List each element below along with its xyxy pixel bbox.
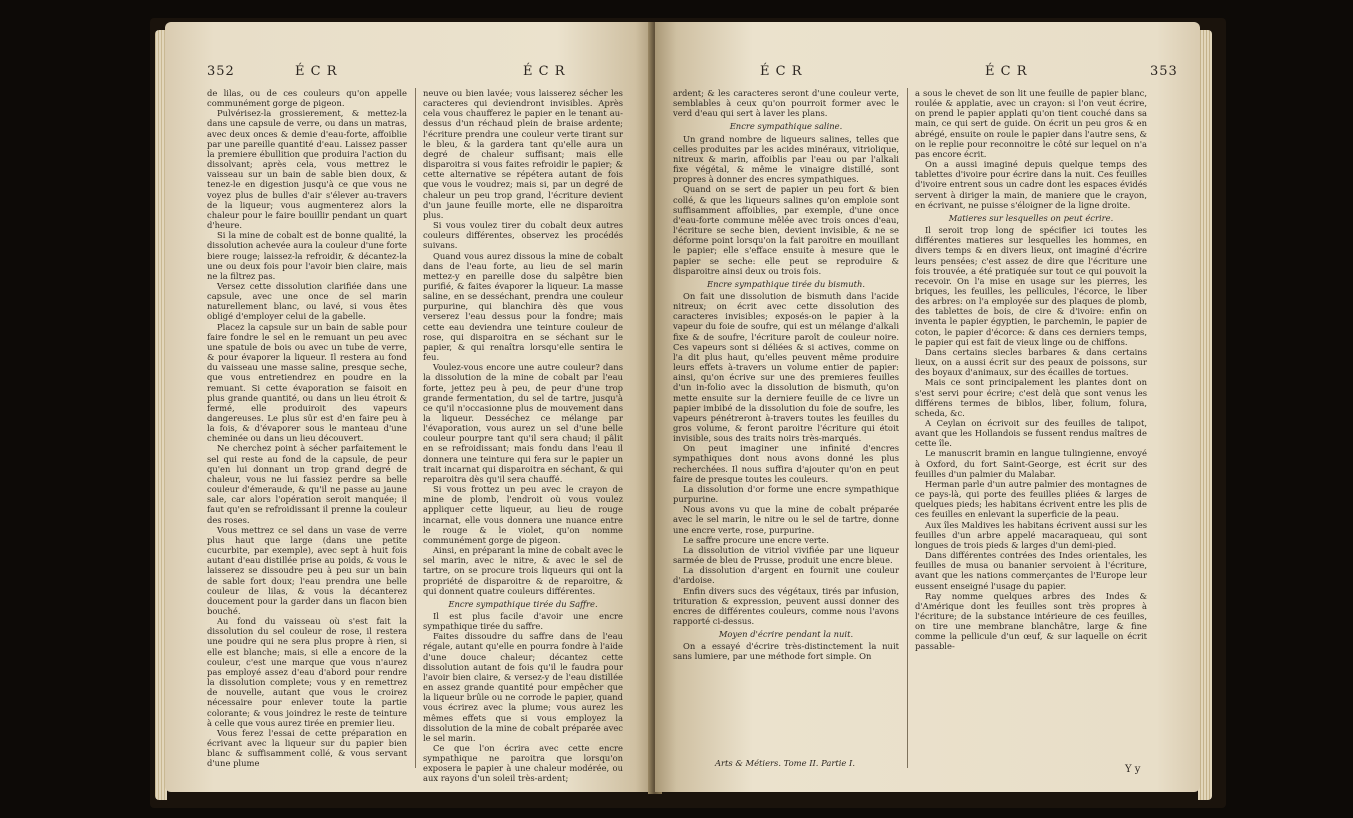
running-head: É C R [295, 64, 338, 79]
right-page [655, 22, 1200, 792]
paragraph: On a essayé d'écrire très-distinctement la nuit sans lumiere, par une méthode fort simple. On [673, 641, 899, 662]
page-edges-right [1198, 30, 1212, 800]
column-divider [907, 88, 908, 768]
paragraph: Ce que l'on écrira avec cette encre sympathique ne paroitra que lorsqu'on exposera le papier à une chaleur modérée, ou aux rayons d'un soleil très-ardent; [423, 743, 623, 784]
paragraph: Nous avons vu que la mine de cobalt préparée avec le sel marin, le nitre ou le sel de tartre, donne une encre verte, rose, purpurine. [673, 504, 899, 535]
paragraph: Au fond du vaisseau où s'est fait la dissolution du sel couleur de rose, il restera une poudre qui ne sera plus propre à rien, si elle est blanche; mais, si elle a encore de la couleur, c'est une marque que vous n'aurez pas employé assez d'eau d'abord pour rendre la dissolution complete; vous y en remettrez de nouvelle, autant que vous le croirez nécessaire pour enlever toute la partie colorante; & vous joindrez le reste de teinture à celle que vous aurez tirée en premier lieu. [207, 616, 407, 728]
right-column-1 [673, 88, 899, 756]
paragraph: a sous le chevet de son lit une feuille de papier blanc, roulée & applatie, avec un crayon: si l'on veut écrire, on prend le papier applati qu'on tient couché dans sa main, ce qui sert de guide. On écrit un peu gros & en abrégé, ensuite on roule le papier dans l'autre sens, & on le replie pour reconnoitre le côté sur lequel on n'a pas encore écrit. [915, 88, 1147, 159]
paragraph: Le saffre procure une encre verte. [683, 534, 829, 545]
column-divider [415, 88, 416, 768]
paragraph: On a aussi imaginé depuis quelque temps des tablettes d'ivoire pour écrire dans la nuit. Ces feuilles d'ivoire entrent sous un cadre dont les espaces évidés servent à diriger la main, de maniere que le crayon, en écrivant, ne puisse s'éloigner de la ligne droite. [915, 159, 1147, 210]
paragraph: neuve ou bien lavée; vous laisserez sécher les caracteres qui deviendront invisibles. Après cela vous chaufferez le papier en le tenant au-dessus d'un réchaud plein de braise ardente; l'écriture prendra une couleur verte tirant sur le bleu, & la gardera tant qu'elle aura un degré de chaleur suffisant; mais elle disparoitra si vous faites refroidir le papier; & cette alternative se répétera autant de fois que vous le voudrez; mais si, par un degré de chaleur un peu trop grand, l'écriture devient d'un jaune feuille morte, elle ne disparoitra plus. [423, 88, 623, 220]
left-column-2 [423, 88, 623, 784]
paragraph: Aux îles Maldives les habitans écrivent aussi sur les feuilles d'un arbre appelé macaraqueau, qui sont longues de trois pieds & larges d'un demi-pied. [915, 519, 1147, 550]
paragraph: Il seroit trop long de spécifier ici toutes les différentes matieres sur lesquelles les hommes, en divers temps & en divers lieux, ont imaginé d'écrire leurs pensées; c'est assez de dire que l'écriture une fois trouvée, a été pratiquée sur tout ce qui pouvoit la recevoir. On l'a mise en usage sur les pierres, les briques, les feuilles, les pellicules, l'écorce, le liber des arbres: on l'a employée sur des plaques de plomb, des tablettes de bois, de cire & d'ivoire: enfin on inventa le papier égyptien, le parchemin, le papier de coton, le papier d'écorce: & dans ces derniers temps, le papier qui est fait de vieux linge ou de chiffons. [915, 225, 1147, 347]
paragraph: Quand on se sert de papier un peu fort & bien collé, & que les liqueurs salines qu'on emploie sont suffisamment affoiblies, par exemple, d'une once d'eau-forte commune mêlée avec trois onces d'eau, l'écriture se seche bien, devient invisible, & ne se déforme point lorsqu'on la fait paroitre en mouillant le papier; elle s'efface ensuite à mesure que le papier se seche: elle peut se reproduire & disparoitre ainsi deux ou trois fois. [673, 184, 899, 276]
paragraph: Ray nomme quelques arbres des Indes & d'Amérique dont les feuilles sont très propres à l'écriture; de la substance intérieure de ces feuilles, on tire une membrane blanchâtre, large & fine comme la pellicule d'un œuf, & sur laquelle on écrit passable- [915, 590, 1147, 652]
paragraph: Ainsi, en préparant la mine de cobalt avec le sel marin, avec le nitre, & avec le sel de tartre, on se procure trois liqueurs qui ont la propriété de disparoitre & de reparoitre, & qui donnent quatre couleurs différentes. [423, 545, 623, 596]
section-heading: Matieres sur lesquelles on peut écrire. [948, 212, 1114, 223]
paragraph: Dans différentes contrées des Indes orientales, les feuilles de musa ou bananier servoient à l'écriture, avant que les nations commerçantes de l'Europe leur eussent enseigné l'usage du papier. [915, 550, 1147, 591]
running-head: É C R [760, 64, 803, 79]
paragraph: La dissolution d'or forme une encre sympathique purpurine. [673, 483, 899, 505]
signature-mark: Y y [1125, 764, 1141, 775]
paragraph: Si la mine de cobalt est de bonne qualité, la dissolution achevée aura la couleur d'une forte biere rouge; laissez-la refroidir, & décantez-la une ou deux fois pour l'avoir bien claire, mais ne la filtrez pas. [207, 230, 407, 281]
running-head: É C R [985, 64, 1028, 79]
right-column-2 [915, 88, 1147, 768]
paragraph: Voulez-vous encore une autre couleur? dans la dissolution de la mine de cobalt par l'eau forte, jettez peu à peu, de peur d'une trop grande fermentation, du sel de tartre, jusqu'à ce qu'il n'occasionne plus de mouvement dans la liqueur. Desséchez ce mélange par l'évaporation, vous aurez un sel d'une belle couleur pourpre tant qu'il sera chaud; il pâlit en se refroidissant; mais fondu dans l'eau il donnera une teinture qui fera sur le papier un trait incarnat qui disparoitra en séchant, & qui reparoitra dès qu'il sera chauffé. [423, 362, 623, 484]
paragraph: Dans certains siecles barbares & dans certains lieux, on a aussi écrit sur des peaux de poissons, sur des boyaux d'animaux, sur des écailles de tortues. [915, 346, 1147, 378]
paragraph: Herman parle d'un autre palmier des montagnes de ce pays-là, qui porte des feuilles pliées & larges de quelques pieds; les habitans écrivent entre les plis de ces feuilles en enlevant la superficie de la peau. [915, 478, 1147, 520]
paragraph: Quand vous aurez dissous la mine de cobalt dans de l'eau forte, au lieu de sel marin mettez-y en pareille dose du salpêtre bien purifié, & faites évaporer la liqueur. La masse saline, en se desséchant, prendra une couleur purpurine, qui blanchira dès que vous verserez l'eau dessus pour la fondre; mais cette eau deviendra une teinture couleur de rose, qui disparoitra en se séchant sur le papier, & qui renaîtra lorsqu'elle sentira le feu. [423, 250, 623, 363]
paragraph: Ne cherchez point à sécher parfaitement le sel qui reste au fond de la capsule, de peur qu'en lui donnant un trop grand degré de chaleur, vous ne lui fassiez perdre sa belle couleur d'émeraude, & qu'il ne passe au jaune sale, car alors l'opération seroit manquée; il faut qu'en se refroidissant il prenne la couleur des roses. [207, 443, 407, 525]
paragraph: Le manuscrit bramin en langue tulingienne, envoyé à Oxford, du fort Saint-George, est écrit sur des feuilles d'un palmier du Malabar. [915, 448, 1147, 479]
paragraph: Un grand nombre de liqueurs salines, telles que celles produites par les acides minéraux, vitriolique, nitreux & marin, affoiblis par l'eau ou par l'alkali fixe végétal, & même le vinaigre distillé, sont propres à donner des encres sympathiques. [673, 133, 899, 185]
paragraph: ardent; & les caracteres seront d'une couleur verte, semblables à ceux qu'on pourroit former avec le verd d'eau qui sert à laver les plans. [673, 88, 899, 119]
page-footer: Arts & Métiers. Tome II. Partie I. [715, 758, 856, 768]
paragraph: Il est plus facile d'avoir une encre sympathique tirée du saffre. [423, 610, 623, 632]
left-column-1 [207, 88, 407, 778]
paragraph: Mais ce sont principalement les plantes dont on s'est servi pour écrire; c'est delà que sont venus les différens termes de biblos, liber, folium, folura, scheda, &c. [915, 377, 1147, 418]
paragraph: On peut imaginer une infinité d'encres sympathiques dont nous avons donné les plus recherchées. Il nous suffira d'ajouter qu'on en peut faire de presque toutes les couleurs. [673, 443, 899, 484]
page-number-right: 353 [1150, 64, 1178, 79]
paragraph: A Ceylan on écrivoit sur des feuilles de talipot, avant que les Hollandois se fussent rendus maîtres de cette île. [915, 418, 1147, 449]
paragraph: Vous mettrez ce sel dans un vase de verre plus haut que large (dans une petite cucurbite, par exemple), avec sept à huit fois autant d'eau distillée prise au poids, & vous le laisserez se dissoudre peu à peu sur un bain de sable fort doux; l'eau prendra une belle couleur de lilas, & vous la décanterez doucement pour la garder dans un flacon bien bouché. [207, 524, 407, 616]
page-number-left: 352 [207, 64, 235, 79]
running-head: É C R [523, 64, 566, 79]
paragraph: La dissolution de vitriol vivifiée par une liqueur sarmée de bleu de Prusse, produit une encre bleue. [673, 544, 899, 566]
section-heading: Encre sympathique tirée du Saffre. [448, 598, 598, 609]
paragraph: Pulvérisez-la grossierement, & mettez-la dans une capsule de verre, ou dans un matras, avec deux onces & demie d'eau-forte, affoiblie par une pareille quantité d'eau. Laissez passer la premiere ébullition que produira l'action du dissolvant; après cela, vous mettrez le vaisseau sur un bain de sable bien doux, & tenez-le en digestion jusqu'à ce que vous ne voyez plus de bulles d'air s'élever au-travers de la liqueur; vous augmenterez alors la chaleur pour le faire bouillir pendant un quart d'heure. [207, 108, 407, 231]
paragraph: On fait une dissolution de bismuth dans l'acide nitreux; on écrit avec cette dissolution des caracteres invisibles; exposés-on le papier à la vapeur du foie de soufre, qui est un mélange d'alkali fixe & de soufre, l'écriture paroît de couleur noire. Ces vapeurs sont si déliées & si actives, comme on l'a dit plus haut, qu'elles peuvent même produire leurs effets à-travers un volume entier de papier: ainsi, qu'on écrive sur une des premieres feuilles d'un in-folio avec la dissolution de bismuth, qu'on mette ensuite sur la derniere feuille de ce livre un papier imbibé de la dissolution du foie de soufre, les vapeurs pénétreront à-travers toutes les feuilles du gros volume, & feront paroitre l'écriture qui étoit invisible, sous des traits noirs très-marqués. [673, 290, 899, 444]
paragraph: La dissolution d'argent en fournit une couleur d'ardoise. [673, 565, 899, 586]
paragraph: Placez la capsule sur un bain de sable pour faire fondre le sel en le remuant un peu avec une spatule de bois ou avec un tube de verre, & pour évaporer la liqueur. Il restera au fond du vaisseau une masse saline, presque seche, que vous entretiendrez en poudre en la remuant. Si cette évaporation se faisoit en plus grande quantité, ou dans un lieu étroit & fermé, elle produiroit des vapeurs dangereuses. Le plus sûr est d'en faire peu à la fois, & d'évaporer sous le manteau d'une cheminée ou dans un lieu découvert. [207, 321, 407, 444]
paragraph: Enfin divers sucs des végétaux, tirés par infusion, trituration & expression, peuvent aussi donner des encres de différentes couleurs, comme nous l'avons rapporté ci-dessus. [673, 585, 899, 626]
paragraph: Si vous voulez tirer du cobalt deux autres couleurs différentes, observez les procédés suivans. [423, 220, 623, 251]
paragraph: Si vous frottez un peu avec le crayon de mine de plomb, l'endroit où vous voulez appliquer cette liqueur, au lieu de rouge incarnat, elle vous donnera une nuance entre le rouge & le violet, qu'on nomme communément gorge de pigeon. [423, 484, 623, 545]
paragraph: Vous ferez l'essai de cette préparation en écrivant avec la liqueur sur du papier bien blanc & suffisamment collé, & vous servant d'une plume [207, 727, 407, 769]
paragraph: Versez cette dissolution clarifiée dans une capsule, avec une once de sel marin naturellement blanc, ou lavé, si vous êtes obligé d'employer celui de la gabelle. [207, 280, 407, 322]
section-heading: Moyen d'écrire pendant la nuit. [718, 629, 854, 640]
section-heading: Encre sympathique saline. [729, 121, 843, 132]
section-heading: Encre sympathique tirée du bismuth. [706, 278, 866, 289]
paragraph: de lilas, ou de ces couleurs qu'on appelle communément gorge de pigeon. [207, 88, 407, 109]
paragraph: Faites dissoudre du saffre dans de l'eau régale, autant qu'elle en pourra fondre à l'aide d'une douce chaleur; décantez cette dissolution autant de fois qu'il le faudra pour l'avoir bien claire, & versez-y de l'eau distillée en assez grande quantité pour empêcher que la liqueur brûle ou ne corrode le papier, quand vous écrirez avec la plume; vous aurez les mêmes effets que si vous employez la dissolution de la mine de cobalt préparée avec le sel marin. [423, 631, 623, 743]
left-page [165, 22, 655, 792]
